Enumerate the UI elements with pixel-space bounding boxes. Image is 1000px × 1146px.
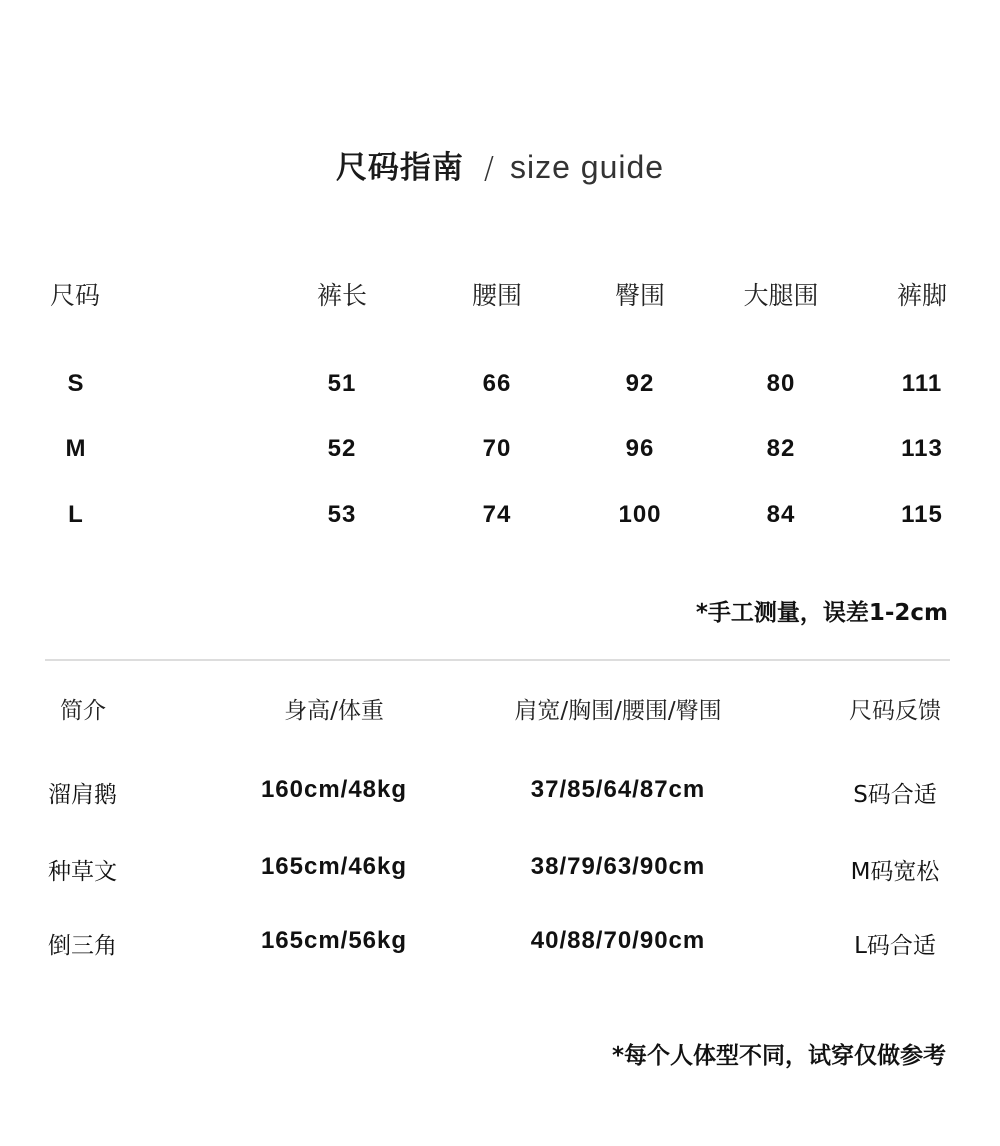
header-hem: 裤脚 [896, 281, 947, 310]
table-row [0, 776, 1000, 810]
table-row [0, 435, 1000, 469]
header-hip: 臀围 [614, 281, 665, 310]
page-title [0, 142, 1000, 187]
height-weight-cell: 160cm/48kg [260, 776, 408, 803]
measurement-note: *手工测量，误差1-2cm [695, 600, 948, 626]
size-feedback-cell: S码合适 [853, 782, 937, 808]
table-row [0, 927, 1000, 961]
header-waist: 腰围 [471, 281, 522, 310]
header-measurements: 肩宽/胸围/腰围/臀围 [514, 698, 722, 724]
waist-cell: 66 [482, 370, 512, 397]
waist-cell: 70 [482, 435, 512, 462]
hem-cell: 115 [901, 501, 943, 528]
hem-cell: 113 [901, 435, 943, 462]
title-english: size guide [510, 149, 665, 185]
table-row [0, 853, 1000, 887]
height-weight-cell: 165cm/46kg [260, 853, 408, 880]
hip-cell: 100 [618, 501, 662, 528]
length-cell: 51 [327, 370, 357, 397]
height-weight-cell: 165cm/56kg [260, 927, 408, 954]
profile-cell: 种草文 [48, 859, 117, 885]
thigh-cell: 80 [766, 370, 796, 397]
header-size: 尺码 [50, 281, 101, 310]
profile-cell: 溜肩鹅 [48, 782, 117, 808]
thigh-cell: 82 [766, 435, 796, 462]
fit-note: *每个人体型不同，试穿仅做参考 [611, 1043, 946, 1069]
measurements-cell: 40/88/70/90cm [530, 927, 706, 954]
size-cell: M [65, 435, 87, 462]
measurements-cell: 38/79/63/90cm [530, 853, 706, 880]
profile-cell: 倒三角 [48, 933, 117, 959]
measurements-cell: 37/85/64/87cm [530, 776, 706, 803]
divider [45, 659, 950, 661]
header-profile: 简介 [60, 698, 106, 724]
hip-cell: 96 [625, 435, 655, 462]
hem-cell: 111 [901, 370, 943, 397]
size-cell: L [68, 501, 84, 528]
title-chinese: 尺码指南 [335, 150, 464, 186]
title-separator: / [483, 151, 494, 186]
size-feedback-cell: M码宽松 [850, 859, 940, 885]
size-cell: S [67, 370, 85, 397]
table-row [0, 370, 1000, 404]
feedback-table-header [0, 692, 1000, 726]
length-cell: 52 [327, 435, 357, 462]
thigh-cell: 84 [766, 501, 796, 528]
table-row [0, 501, 1000, 535]
waist-cell: 74 [482, 501, 512, 528]
size-feedback-cell: L码合适 [854, 933, 936, 959]
header-length: 裤长 [316, 281, 367, 310]
length-cell: 53 [327, 501, 357, 528]
size-table-header [0, 276, 1000, 310]
hip-cell: 92 [625, 370, 655, 397]
header-size-feedback: 尺码反馈 [849, 698, 941, 724]
header-thigh: 大腿围 [743, 281, 819, 310]
header-height-weight: 身高/体重 [284, 698, 384, 724]
